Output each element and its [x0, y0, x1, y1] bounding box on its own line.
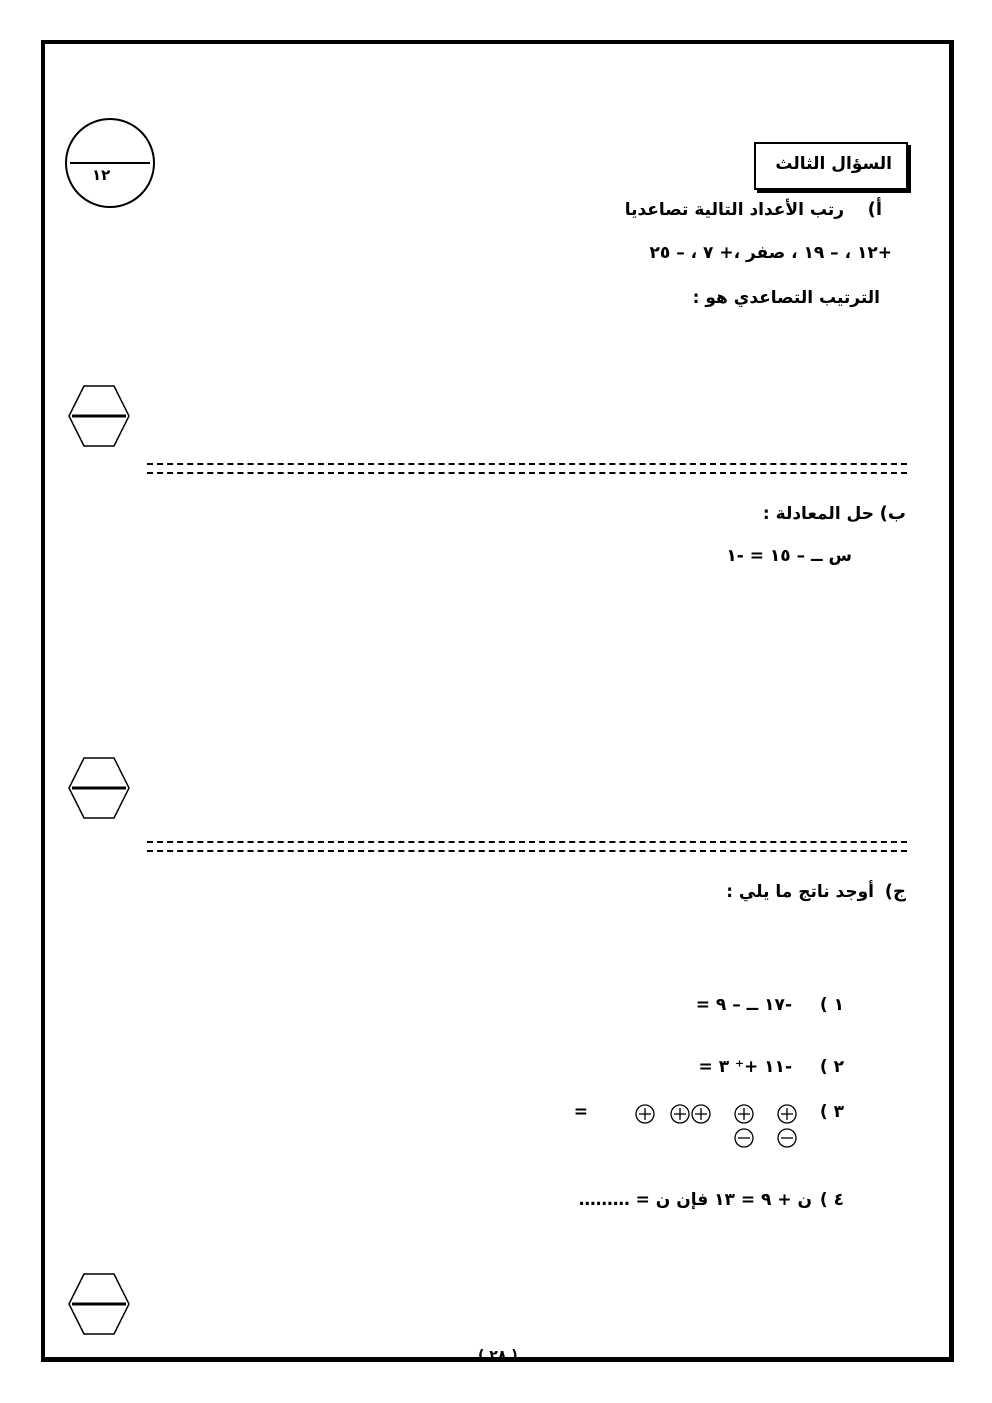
item-1-num: ١ ): [819, 995, 844, 1015]
part-a-numbers: +١٢ ، – ١٩ ، صفر ،+ ٧ ، – ٢٥: [649, 243, 892, 263]
page-border: [41, 40, 954, 1362]
item-3-num: ٣ ): [819, 1102, 844, 1122]
negative-counter-icon: [735, 1129, 753, 1147]
part-c-label: ج): [884, 881, 906, 902]
separator-2: [147, 841, 907, 852]
separator-1: [147, 463, 907, 474]
positive-counter-icon: [671, 1105, 689, 1123]
negative-counter-icon: [778, 1129, 796, 1147]
part-b-label: ب): [879, 503, 906, 524]
positive-counter-icon: [692, 1105, 710, 1123]
charge-counters: [630, 1100, 806, 1154]
item-3-expr: =: [573, 1102, 588, 1122]
section-title-box: [754, 142, 908, 190]
score-circle: [64, 117, 158, 211]
item-4-num: ٤ ): [819, 1190, 844, 1210]
part-a-answer-prompt: الترتيب التصاعدي هو :: [692, 288, 880, 308]
part-c-instruction: أوجد ناتج ما يلي :: [726, 882, 874, 902]
mark-hexagon-c: [66, 1272, 132, 1336]
positive-counter-icon: [778, 1105, 796, 1123]
page-number: ( ٢٨ ): [478, 1348, 518, 1364]
item-2-expr: -١١ +⁺ ٣ =: [698, 1057, 792, 1077]
score-total: ١٢: [92, 166, 111, 184]
part-a-label: أ): [867, 199, 882, 220]
positive-counter-icon: [735, 1105, 753, 1123]
mark-hexagon-a: [66, 384, 132, 448]
part-b-instruction: حل المعادلة :: [762, 504, 874, 524]
item-1-expr: -١٧ ــ – ٩ =: [695, 995, 792, 1015]
part-b-equation: س ــ – ١٥ = -١: [726, 546, 852, 566]
mark-hexagon-b: [66, 756, 132, 820]
section-title: السؤال الثالث: [775, 154, 892, 174]
part-a-instruction: رتب الأعداد التالية تصاعديا: [624, 200, 844, 220]
item-2-num: ٢ ): [819, 1057, 844, 1077]
positive-counter-icon: [636, 1105, 654, 1123]
item-4-expr: ن + ٩ = ١٣ فإن ن = ………: [578, 1190, 812, 1210]
